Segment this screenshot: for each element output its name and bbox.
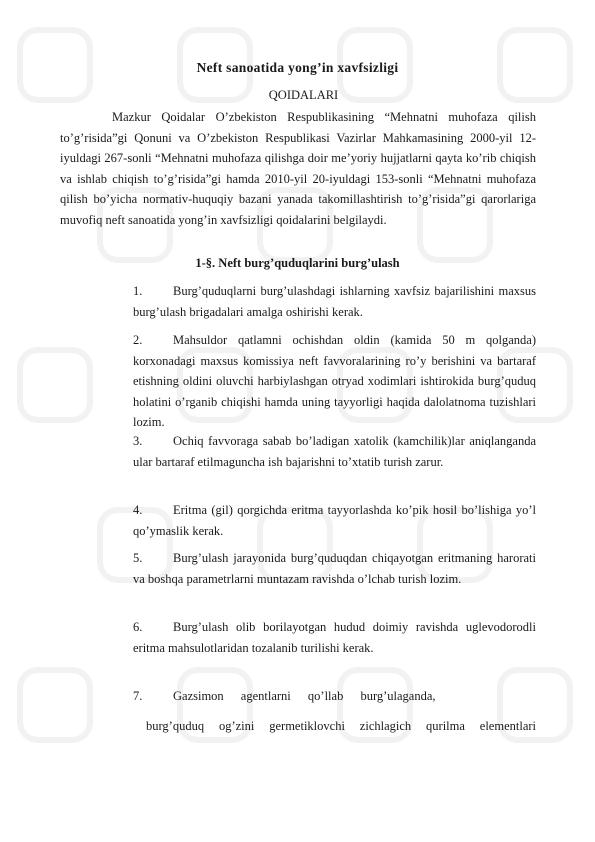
intro-paragraph: Mazkur Qoidalar O’zbekiston Respublikasining “Mehnatni muhofaza qilish to’g’risida”gi Qonuni va O’zbekiston Respublikasi Vazirlar Mahkamasining 2000-yil 12-iyuldagi 267-sonli “Mehnatni muhofaza qilishga doir me’yoriy hujjatlarni qayta ko’rib chiqish va ishlab chiqish to’g’risida”gi hamda 2010-yil 20-iyuldagi 153-sonli “Mehnatni muhofaza qilish bo’yicha normativ-huquqiy bazani yanada takomillashtirish to’g’risida”gi qarorlariga muvofiq neft sanoatida yong’in xavfsizligi qoidalarini belgilaydi. — [60, 110, 536, 227]
list-item-number: 4. — [133, 503, 143, 517]
list-item-text: Burg’quduqlarni burg’ulashdagi ishlarning xavfsiz bajarilishini maxsus burg’ulash brigadalari amalga oshirishi kerak. — [133, 284, 536, 319]
list-item-7 — [133, 686, 513, 707]
list-item-number: 3. — [133, 434, 143, 448]
section-heading: 1-§. Neft burg’quduqlarini burg’ulash — [195, 256, 400, 270]
list-item-2 — [133, 330, 536, 433]
list-item-text: Burg’ulash jarayonida burg’quduqdan chiqayotgan eritmaning harorati va boshqa parametrlarni muntazam ravishda o’lchab turish lozim. — [133, 551, 536, 586]
list-item-3 — [133, 431, 536, 472]
list-item-text: Gazsimon agentlarni qo’llab burg’ulaganda, — [173, 689, 436, 703]
list-item-text: Eritma (gil) qorgichda eritma tayyorlashda ko’pik hosil bo’lishiga yo’l qo’ymaslik kerak. — [133, 503, 536, 538]
list-item-5 — [133, 548, 536, 589]
document-title: Neft sanoatida yong’in xavfsizligi — [196, 60, 399, 75]
list-item-number: 2. — [133, 333, 143, 347]
list-item-4 — [133, 500, 536, 541]
list-item-number: 5. — [133, 551, 143, 565]
list-item-text: Ochiq favvoraga sabab bo’ladigan xatolik (kamchilik)lar aniqlanganda ular bartaraf etilmaguncha ish bajarishni to’xtatib turish zarur. — [133, 434, 536, 469]
list-item-number: 1. — [133, 284, 143, 298]
list-item-6 — [133, 617, 536, 658]
document-subtitle: QOIDALARI — [268, 88, 339, 102]
list-item-number: 7. — [133, 689, 143, 703]
list-item-number: 6. — [133, 620, 143, 634]
list-item-text: Mahsuldor qatlamni ochishdan oldin (kamida 50 m qolganda) korxonadagi maxsus komissiya neft favvoralarining ro’y berishini va bartaraf etishning oldini oluvchi harbiylashgan otryad xodimlari ishtirokida burg’quduq holatini o’rganib chiqishi hamda uning tayyorligi haqida dalolatnoma tuzishlari lozim. — [133, 333, 536, 429]
continuation-line: burg’quduq og’zini germetiklovchi zichlagich qurilma elementlari — [146, 719, 536, 733]
list-item-1 — [133, 281, 536, 322]
list-item-text: Burg’ulash olib borilayotgan hudud doimiy ravishda uglevodorodli eritma mahsulotlaridan tozalanib turilishi kerak. — [133, 620, 536, 655]
